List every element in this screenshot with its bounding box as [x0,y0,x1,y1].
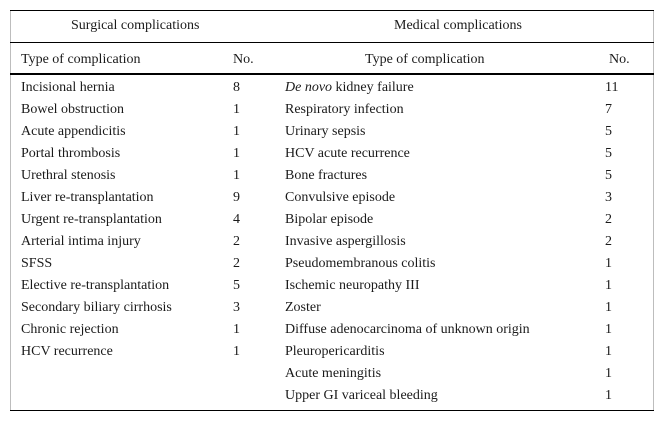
surgical-no-cell: 1 [233,168,240,183]
medical-no-cell: 7 [605,102,612,117]
medical-type-cell: Respiratory infection [285,102,404,117]
bottom-rule [10,410,654,411]
medical-no-cell: 2 [605,212,612,227]
surgical-no-cell: 1 [233,124,240,139]
surgical-type-cell: HCV recurrence [21,344,113,359]
medical-no-cell: 5 [605,168,612,183]
medical-no-cell: 1 [605,366,612,381]
surgical-no-cell: 8 [233,80,240,95]
medical-type-cell: Invasive aspergillosis [285,234,406,249]
surgical-no-cell: 2 [233,256,240,271]
surgical-type-cell: Secondary biliary cirrhosis [21,300,172,315]
medical-type-cell: Ischemic neuropathy III [285,278,420,293]
group-header-rule [10,42,654,43]
surgical-no-cell: 5 [233,278,240,293]
surgical-no-cell: 1 [233,344,240,359]
surgical-type-cell: Arterial intima injury [21,234,141,249]
medical-no-cell: 11 [605,80,619,95]
medical-type-cell: HCV acute recurrence [285,146,410,161]
surgical-no-header: No. [233,52,254,67]
surgical-type-cell: Liver re-transplantation [21,190,154,205]
medical-no-cell: 3 [605,190,612,205]
surgical-no-cell: 4 [233,212,240,227]
medical-type-rest: kidney failure [332,80,414,95]
surgical-type-cell: Urethral stenosis [21,168,116,183]
surgical-type-cell: Bowel obstruction [21,102,125,117]
medical-type-cell: Pleuropericarditis [285,344,385,359]
surgical-type-cell: Chronic rejection [21,322,119,337]
medical-no-cell: 5 [605,146,612,161]
medical-no-cell: 1 [605,388,612,403]
medical-no-cell: 1 [605,322,612,337]
surgical-no-cell: 1 [233,322,240,337]
medical-no-cell: 2 [605,234,612,249]
surgical-type-cell: Incisional hernia [21,80,115,95]
medical-no-cell: 1 [605,300,612,315]
surgical-no-cell: 3 [233,300,240,315]
medical-no-cell: 5 [605,124,612,139]
surgical-type-cell: Urgent re-transplantation [21,212,162,227]
medical-type-cell: Bipolar episode [285,212,374,227]
medical-no-cell: 1 [605,344,612,359]
medical-no-cell: 1 [605,256,612,271]
surgical-type-cell: Portal thrombosis [21,146,121,161]
medical-type-italic: De novo [285,80,333,95]
surgical-no-cell: 2 [233,234,240,249]
medical-type-cell: Pseudomembranous colitis [285,256,436,271]
medical-type-cell: Zoster [285,300,321,315]
medical-type-cell [285,79,414,96]
medical-type-cell: Diffuse adenocarcinoma of unknown origin [285,322,530,337]
medical-type-cell: Urinary sepsis [285,124,366,139]
medical-type-cell: Bone fractures [285,168,368,183]
medical-type-cell: Upper GI variceal bleeding [285,388,438,403]
surgical-type-header: Type of complication [21,52,141,67]
surgical-type-cell: Elective re-transplantation [21,278,170,293]
surgical-group-header: Surgical complications [71,18,200,33]
medical-no-cell: 1 [605,278,612,293]
column-header-rule [10,73,654,75]
surgical-no-cell: 1 [233,102,240,117]
surgical-no-cell: 1 [233,146,240,161]
medical-type-cell: Acute meningitis [285,366,382,381]
surgical-no-cell: 9 [233,190,240,205]
medical-no-header: No. [609,52,630,67]
surgical-type-cell: SFSS [21,256,53,271]
medical-type-cell: Convulsive episode [285,190,396,205]
medical-type-header: Type of complication [365,52,485,67]
surgical-type-cell: Acute appendicitis [21,124,126,139]
top-rule [10,10,654,11]
medical-group-header: Medical complications [394,18,522,33]
